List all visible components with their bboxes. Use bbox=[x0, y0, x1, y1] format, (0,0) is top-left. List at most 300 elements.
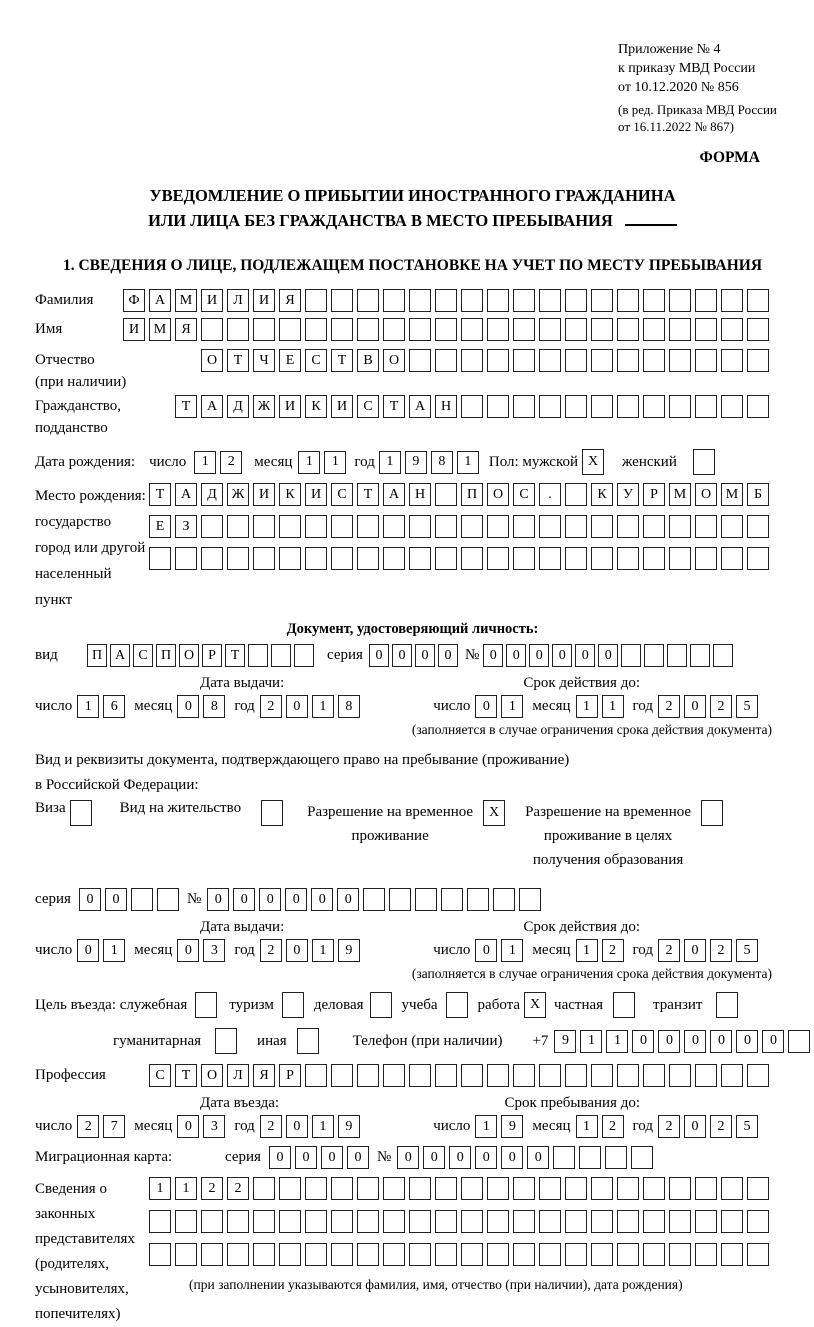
form-cell: 0 bbox=[311, 888, 333, 911]
series-label: серия bbox=[327, 647, 363, 663]
number-label: № bbox=[464, 647, 480, 663]
form-cell bbox=[305, 547, 327, 570]
given-name-row bbox=[35, 318, 790, 341]
permit-expiry-year-cells bbox=[658, 939, 762, 962]
day-label: число bbox=[433, 698, 471, 714]
form-cell bbox=[788, 1030, 810, 1053]
form-cell bbox=[747, 1177, 769, 1200]
form-cell bbox=[461, 395, 483, 418]
form-cell bbox=[487, 1243, 509, 1266]
form-cell: О bbox=[201, 349, 223, 372]
month-label: месяц bbox=[134, 698, 173, 714]
citizenship-label bbox=[35, 395, 175, 439]
form-cell bbox=[487, 515, 509, 538]
form-cell bbox=[331, 1243, 353, 1266]
month-label: месяц bbox=[254, 453, 293, 470]
form-cell bbox=[539, 1243, 561, 1266]
form-cell: 9 bbox=[338, 1115, 360, 1138]
form-cell bbox=[305, 515, 327, 538]
form-cell: Р bbox=[279, 1064, 301, 1087]
migration-card-row bbox=[35, 1146, 790, 1169]
form-cell bbox=[669, 547, 691, 570]
visa-label: Виза bbox=[35, 800, 66, 816]
surname-label: Фамилия bbox=[35, 292, 94, 308]
purpose-other-label: иная bbox=[257, 1032, 287, 1049]
form-cell bbox=[357, 1177, 379, 1200]
profession-row bbox=[35, 1064, 790, 1087]
form-cell bbox=[279, 318, 301, 341]
form-cell bbox=[716, 992, 738, 1018]
validity-note: (заполняется в случае ограничения срока действия документа) bbox=[411, 722, 772, 737]
month-label: месяц bbox=[532, 1118, 571, 1134]
section1-heading: 1. СВЕДЕНИЯ О ЛИЦЕ, ПОДЛЕЖАЩЕМ ПОСТАНОВКЕ НА УЧЕТ ПО МЕСТУ ПРЕБЫВАНИЯ bbox=[62, 257, 763, 274]
form-cell bbox=[539, 1064, 561, 1087]
form-cell: А bbox=[175, 483, 197, 506]
form-cell: 1 bbox=[194, 451, 216, 474]
purpose-study-checkbox bbox=[446, 992, 472, 1018]
doc-kind-cells bbox=[87, 644, 317, 667]
form-cell: О bbox=[487, 483, 509, 506]
form-cell bbox=[279, 547, 301, 570]
form-cell bbox=[539, 318, 561, 341]
form-cell bbox=[669, 318, 691, 341]
representatives-cells-row1 bbox=[149, 1177, 773, 1200]
form-cell bbox=[227, 547, 249, 570]
form-cell: К bbox=[591, 483, 613, 506]
form-cell: 8 bbox=[338, 695, 360, 718]
form-cell bbox=[441, 888, 463, 911]
form-cell bbox=[565, 483, 587, 506]
form-cell: Т bbox=[383, 395, 405, 418]
form-cell bbox=[591, 515, 613, 538]
form-cell bbox=[383, 1064, 405, 1087]
permit-issue-year-cells bbox=[260, 939, 364, 962]
month-label: месяц bbox=[134, 942, 173, 958]
form-cell: 0 bbox=[321, 1146, 343, 1169]
entry-dates-row bbox=[35, 1115, 790, 1138]
temp-residence-checkbox bbox=[483, 800, 509, 826]
form-cell bbox=[513, 515, 535, 538]
form-cell: 3 bbox=[203, 939, 225, 962]
migration-series-cells bbox=[269, 1146, 373, 1169]
form-cell: 0 bbox=[684, 695, 706, 718]
form-cell bbox=[253, 1177, 275, 1200]
birthplace-label-line1: Место рождения: bbox=[35, 488, 146, 504]
purpose-row bbox=[35, 992, 790, 1018]
phone-label: Телефон (при наличии) bbox=[352, 1032, 503, 1049]
entry-day-cells bbox=[77, 1115, 129, 1138]
form-cell bbox=[617, 289, 639, 312]
id-doc-dates-row bbox=[35, 695, 790, 718]
form-cell bbox=[415, 888, 437, 911]
form-cell bbox=[747, 1243, 769, 1266]
form-cell: 0 bbox=[483, 644, 503, 667]
form-cell: 1 bbox=[324, 451, 346, 474]
form-cell: 2 bbox=[710, 1115, 732, 1138]
month-label: месяц bbox=[134, 1118, 173, 1134]
form-cell: 0 bbox=[684, 939, 706, 962]
form-cell bbox=[383, 1177, 405, 1200]
form-cell: О bbox=[695, 483, 717, 506]
form-cell bbox=[721, 1243, 743, 1266]
form-cell bbox=[565, 1064, 587, 1087]
form-cell bbox=[617, 318, 639, 341]
form-cell: К bbox=[279, 483, 301, 506]
right-doc-line2: в Российской Федерации: bbox=[35, 777, 199, 793]
form-cell bbox=[409, 547, 431, 570]
form-cell bbox=[305, 1210, 327, 1233]
form-cell bbox=[643, 1243, 665, 1266]
appendix-line: (в ред. Приказа МВД России bbox=[618, 102, 777, 117]
form-cell bbox=[643, 1210, 665, 1233]
form-cell bbox=[435, 515, 457, 538]
form-cell bbox=[487, 395, 509, 418]
form-cell: В bbox=[357, 349, 379, 372]
form-cell bbox=[513, 1177, 535, 1200]
form-cell: 1 bbox=[580, 1030, 602, 1053]
form-cell: Я bbox=[175, 318, 197, 341]
form-cell: 0 bbox=[347, 1146, 369, 1169]
form-cell: 1 bbox=[475, 1115, 497, 1138]
patronymic-label-line1: Отчество bbox=[35, 352, 95, 368]
form-cell: Л bbox=[227, 289, 249, 312]
day-label: число bbox=[35, 1118, 73, 1134]
form-cell: 0 bbox=[449, 1146, 471, 1169]
form-cell bbox=[695, 1210, 717, 1233]
appendix-block bbox=[618, 40, 790, 135]
profession-label: Профессия bbox=[35, 1067, 106, 1083]
title-line1: УВЕДОМЛЕНИЕ О ПРИБЫТИИ ИНОСТРАННОГО ГРАЖДАНИНА bbox=[149, 186, 676, 205]
form-cell bbox=[461, 515, 483, 538]
year-label: год bbox=[632, 942, 653, 958]
permit-issue-day-cells bbox=[77, 939, 129, 962]
form-cell bbox=[409, 1210, 431, 1233]
form-cell bbox=[644, 644, 664, 667]
form-cell bbox=[305, 1177, 327, 1200]
form-cell bbox=[539, 547, 561, 570]
sex-male-label: Пол: мужской bbox=[488, 453, 579, 470]
form-cell: 2 bbox=[710, 939, 732, 962]
form-cell bbox=[713, 644, 733, 667]
form-cell bbox=[175, 547, 197, 570]
form-cell bbox=[643, 289, 665, 312]
form-cell: 2 bbox=[260, 939, 282, 962]
form-cell bbox=[487, 289, 509, 312]
year-label: год bbox=[632, 698, 653, 714]
form-cell bbox=[149, 547, 171, 570]
temp-residence-label: Разрешение на временное проживание bbox=[307, 804, 474, 844]
form-cell: 1 bbox=[602, 695, 624, 718]
form-cell bbox=[513, 1210, 535, 1233]
form-cell bbox=[695, 1243, 717, 1266]
purpose-row2 bbox=[35, 1028, 790, 1054]
form-cell bbox=[669, 1064, 691, 1087]
form-cell: С bbox=[305, 349, 327, 372]
form-cell bbox=[305, 289, 327, 312]
entry-year-cells bbox=[260, 1115, 364, 1138]
form-cell bbox=[253, 1243, 275, 1266]
form-cell: И bbox=[331, 395, 353, 418]
form-cell bbox=[617, 515, 639, 538]
form-cell bbox=[487, 1064, 509, 1087]
month-label: месяц bbox=[532, 698, 571, 714]
form-cell: 0 bbox=[79, 888, 101, 911]
form-cell bbox=[261, 800, 283, 826]
form-cell bbox=[513, 1243, 535, 1266]
form-cell: 1 bbox=[312, 939, 334, 962]
birthdate-row bbox=[35, 449, 790, 475]
form-cell: 1 bbox=[298, 451, 320, 474]
form-cell: Н bbox=[435, 395, 457, 418]
form-cell: Я bbox=[253, 1064, 275, 1087]
form-cell bbox=[690, 644, 710, 667]
form-cell: Я bbox=[279, 289, 301, 312]
form-cell bbox=[565, 1177, 587, 1200]
form-cell: 2 bbox=[658, 695, 680, 718]
form-cell bbox=[565, 547, 587, 570]
form-cell bbox=[331, 1210, 353, 1233]
form-cell bbox=[605, 1146, 627, 1169]
form-cell bbox=[279, 515, 301, 538]
form-cell bbox=[643, 515, 665, 538]
form-cell bbox=[435, 483, 457, 506]
form-cell: 7 bbox=[103, 1115, 125, 1138]
citizenship-cells bbox=[175, 395, 773, 418]
form-cell: 9 bbox=[405, 451, 427, 474]
form-cell bbox=[253, 1210, 275, 1233]
form-cell: 0 bbox=[506, 644, 526, 667]
form-cell bbox=[539, 1210, 561, 1233]
day-label: число bbox=[433, 942, 471, 958]
form-cell: Т bbox=[175, 395, 197, 418]
form-cell: 0 bbox=[684, 1115, 706, 1138]
form-cell bbox=[487, 349, 509, 372]
form-cell bbox=[305, 1243, 327, 1266]
id-doc-heading: Документ, удостоверяющий личность: bbox=[286, 621, 539, 637]
form-cell bbox=[513, 349, 535, 372]
surname-cells bbox=[123, 289, 773, 312]
form-cell bbox=[591, 1243, 613, 1266]
form-cell bbox=[383, 515, 405, 538]
form-cell bbox=[331, 515, 353, 538]
form-cell bbox=[747, 349, 769, 372]
form-cell bbox=[669, 515, 691, 538]
form-cell: М bbox=[175, 289, 197, 312]
form-cell: А bbox=[409, 395, 431, 418]
purpose-transit-checkbox bbox=[716, 992, 742, 1018]
form-cell: 0 bbox=[529, 644, 549, 667]
form-cell: Т bbox=[331, 349, 353, 372]
form-cell bbox=[669, 349, 691, 372]
permit-dates-row bbox=[35, 939, 790, 962]
title-line2-wrap bbox=[35, 208, 790, 233]
form-cell: И bbox=[201, 289, 223, 312]
form-cell: 0 bbox=[295, 1146, 317, 1169]
form-cell: Р bbox=[202, 644, 222, 667]
form-cell: П bbox=[87, 644, 107, 667]
purpose-tourism-label: туризм bbox=[229, 996, 274, 1013]
form-cell bbox=[643, 547, 665, 570]
form-cell bbox=[461, 1210, 483, 1233]
form-cell bbox=[461, 289, 483, 312]
form-cell bbox=[487, 318, 509, 341]
form-cell: А bbox=[149, 289, 171, 312]
form-cell: 9 bbox=[501, 1115, 523, 1138]
form-cell bbox=[175, 1210, 197, 1233]
form-cell: 0 bbox=[177, 1115, 199, 1138]
doc-kind-label: вид bbox=[35, 647, 58, 663]
title-line2: ИЛИ ЛИЦА БЕЗ ГРАЖДАНСТВА В МЕСТО ПРЕБЫВАНИЯ bbox=[148, 211, 613, 230]
validity-note: (заполняется в случае ограничения срока действия документа) bbox=[411, 966, 772, 981]
year-label: год bbox=[234, 698, 255, 714]
birthplace-label-line2: государство bbox=[35, 514, 112, 530]
form-cell bbox=[693, 449, 715, 475]
birthplace-block bbox=[35, 483, 790, 613]
form-cell bbox=[331, 318, 353, 341]
form-cell: 0 bbox=[392, 644, 412, 667]
form-cell bbox=[669, 1177, 691, 1200]
entry-date-header: Дата въезда: bbox=[200, 1095, 280, 1111]
form-cell bbox=[669, 1210, 691, 1233]
form-cell bbox=[513, 395, 535, 418]
form-cell bbox=[201, 1243, 223, 1266]
id-expiry-date-group bbox=[433, 695, 762, 718]
day-label: число bbox=[433, 1118, 471, 1134]
form-cell: С bbox=[149, 1064, 171, 1087]
stay-until-date-group bbox=[433, 1115, 762, 1138]
form-cell: 1 bbox=[501, 939, 523, 962]
form-cell bbox=[513, 1064, 535, 1087]
form-cell bbox=[279, 1210, 301, 1233]
form-cell bbox=[747, 395, 769, 418]
form-cell bbox=[617, 1177, 639, 1200]
form-cell bbox=[695, 289, 717, 312]
form-cell: 1 bbox=[457, 451, 479, 474]
form-cell: 3 bbox=[203, 1115, 225, 1138]
form-cell bbox=[271, 644, 291, 667]
patronymic-row bbox=[35, 349, 790, 393]
form-cell bbox=[695, 1177, 717, 1200]
form-cell: 0 bbox=[658, 1030, 680, 1053]
visa-checkbox bbox=[70, 800, 96, 826]
form-cell: Ж bbox=[227, 483, 249, 506]
form-cell: 2 bbox=[220, 451, 242, 474]
doc-series-cells bbox=[369, 644, 461, 667]
stay-day-cells bbox=[475, 1115, 527, 1138]
form-cell: 1 bbox=[606, 1030, 628, 1053]
representatives-label: Сведения о законных представителях (родителях, усыновителях, попечителях) bbox=[35, 1181, 135, 1322]
form-cell: 6 bbox=[103, 695, 125, 718]
entry-month-cells bbox=[177, 1115, 229, 1138]
form-cell: 5 bbox=[736, 939, 758, 962]
form-cell: С bbox=[513, 483, 535, 506]
form-cell bbox=[513, 289, 535, 312]
form-cell bbox=[331, 1177, 353, 1200]
form-cell: А bbox=[110, 644, 130, 667]
form-cell: X bbox=[582, 449, 604, 475]
form-cell: 2 bbox=[602, 1115, 624, 1138]
form-cell bbox=[721, 1177, 743, 1200]
form-cell bbox=[131, 888, 153, 911]
form-cell bbox=[201, 547, 223, 570]
form-cell: 1 bbox=[312, 695, 334, 718]
form-cell: Б bbox=[747, 483, 769, 506]
form-cell bbox=[435, 1177, 457, 1200]
purpose-tourism-checkbox bbox=[282, 992, 308, 1018]
form-cell bbox=[631, 1146, 653, 1169]
form-cell: 0 bbox=[736, 1030, 758, 1053]
form-cell bbox=[643, 1064, 665, 1087]
form-cell: У bbox=[617, 483, 639, 506]
temp-residence-edu-label: Разрешение на временное проживание в целях получения образования bbox=[525, 804, 692, 868]
stay-year-cells bbox=[658, 1115, 762, 1138]
form-cell: И bbox=[253, 289, 275, 312]
form-cell bbox=[617, 1064, 639, 1087]
form-cell: 0 bbox=[285, 888, 307, 911]
form-cell: 0 bbox=[475, 1146, 497, 1169]
form-cell: Н bbox=[409, 483, 431, 506]
form-cell: 0 bbox=[552, 644, 572, 667]
form-cell bbox=[435, 349, 457, 372]
form-cell bbox=[513, 547, 535, 570]
form-cell bbox=[383, 318, 405, 341]
permit-expiry-day-cells bbox=[475, 939, 527, 962]
form-cell: Т bbox=[225, 644, 245, 667]
form-cell: Т bbox=[227, 349, 249, 372]
id-issue-date-group bbox=[35, 695, 364, 718]
form-cell: Д bbox=[201, 483, 223, 506]
form-cell: 0 bbox=[501, 1146, 523, 1169]
year-label: год bbox=[234, 942, 255, 958]
form-cell: 2 bbox=[260, 1115, 282, 1138]
form-cell: С bbox=[331, 483, 353, 506]
form-cell: 0 bbox=[259, 888, 281, 911]
form-cell bbox=[253, 318, 275, 341]
form-cell bbox=[591, 1210, 613, 1233]
purpose-transit-label: транзит bbox=[653, 996, 703, 1013]
form-cell: Р bbox=[643, 483, 665, 506]
form-cell: И bbox=[253, 483, 275, 506]
form-cell: С bbox=[357, 395, 379, 418]
form-cell: И bbox=[123, 318, 145, 341]
form-cell bbox=[669, 1243, 691, 1266]
form-cell bbox=[721, 1064, 743, 1087]
form-cell bbox=[487, 1210, 509, 1233]
form-cell: 0 bbox=[397, 1146, 419, 1169]
form-cell bbox=[305, 318, 327, 341]
form-cell: 0 bbox=[475, 939, 497, 962]
form-cell: 0 bbox=[286, 939, 308, 962]
form-cell bbox=[747, 318, 769, 341]
form-cell: . bbox=[539, 483, 561, 506]
form-cell: 9 bbox=[554, 1030, 576, 1053]
form-cell: 0 bbox=[632, 1030, 654, 1053]
form-cell: 0 bbox=[105, 888, 127, 911]
appendix-line: от 16.11.2022 № 867) bbox=[618, 119, 735, 134]
form-cell bbox=[565, 289, 587, 312]
form-cell bbox=[669, 289, 691, 312]
representatives-note: (при заполнении указываются фамилия, имя, отчество (при наличии), дата рождения) bbox=[189, 1277, 683, 1292]
issue-date-header: Дата выдачи: bbox=[200, 919, 285, 935]
purpose-private-label: частная bbox=[554, 996, 604, 1013]
form-cell bbox=[409, 318, 431, 341]
form-cell: С bbox=[133, 644, 153, 667]
id-doc-date-headers bbox=[35, 675, 790, 692]
form-cell bbox=[565, 318, 587, 341]
form-cell bbox=[201, 318, 223, 341]
permit-number-cells bbox=[207, 888, 545, 911]
form-cell bbox=[617, 395, 639, 418]
